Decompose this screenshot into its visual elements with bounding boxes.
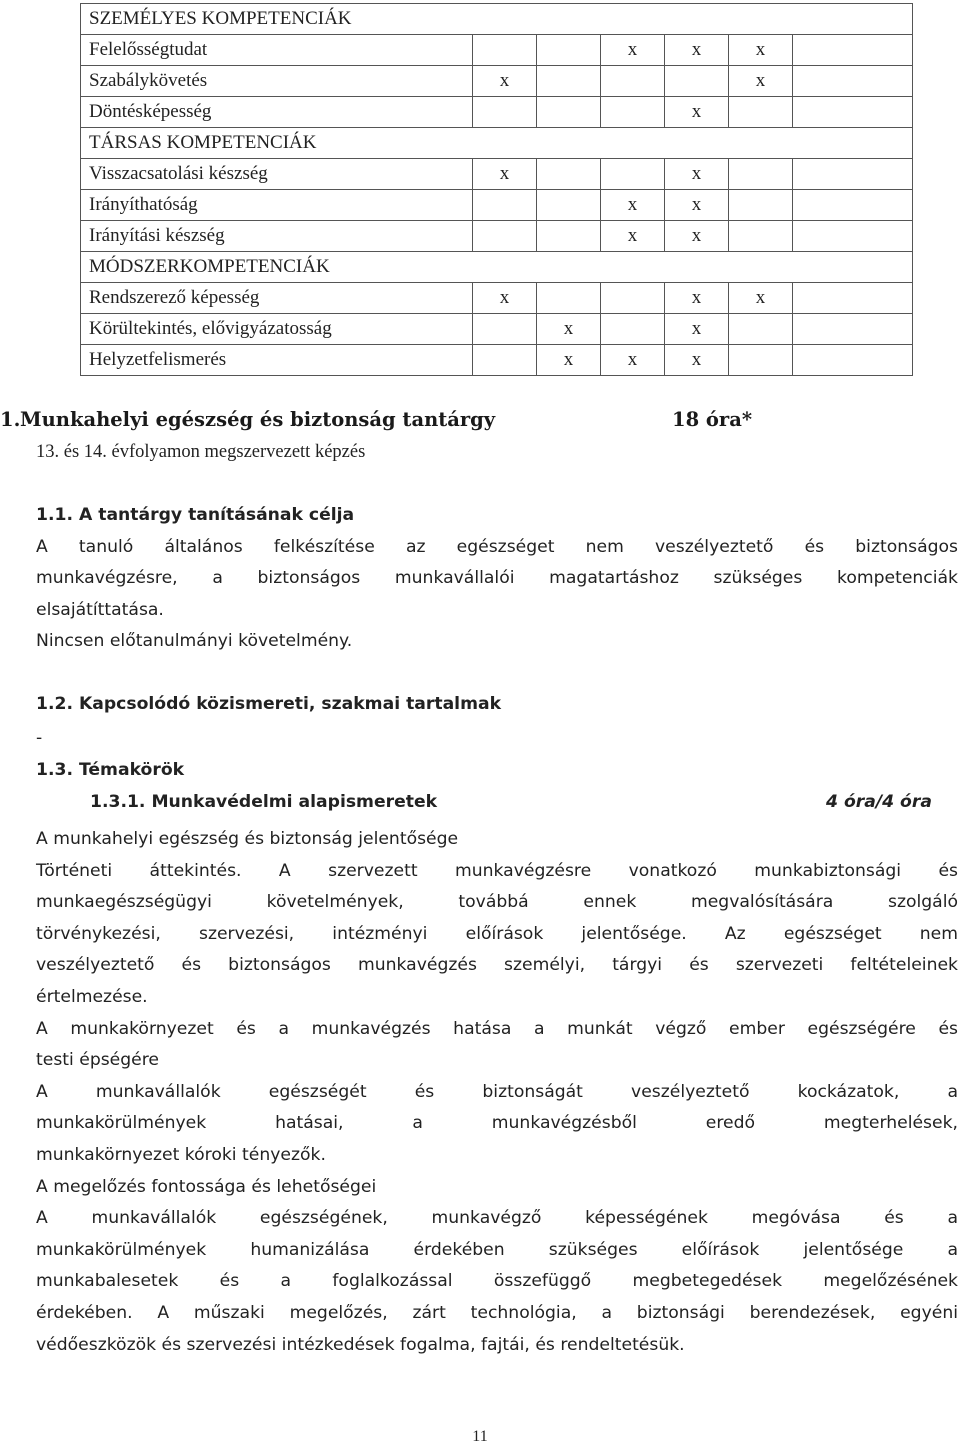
table-row (81, 283, 913, 314)
section-1-2-content: - (36, 728, 43, 748)
section-heading: 1.1. A tantárgy tanításának célja (36, 505, 355, 525)
empty-cell (793, 66, 913, 97)
text-line: veszélyeztető és biztonságos munkavégzés személyi, tárgyi és szervezeti feltételeinek (36, 955, 958, 976)
competency-label: Irányítási készség (81, 221, 473, 252)
text-line: munkaegészségügyi követelmények, továbbá ennek megvalósítására szolgáló (36, 892, 958, 913)
competency-group-label: MÓDSZERKOMPETENCIÁK (81, 252, 913, 283)
subject-subtitle: 13. és 14. évfolyamon megszervezett képzés (36, 442, 366, 462)
subject-hours: 18 óra* (672, 408, 753, 431)
section-1-3-heading: 1.3. Témakörök (36, 760, 185, 780)
mark-cell (537, 221, 601, 252)
mark-cell (601, 97, 665, 128)
mark-cell: x (537, 345, 601, 376)
mark-cell (665, 66, 729, 97)
mark-cell (729, 190, 793, 221)
text-line: A tanuló általános felkészítése az egészséget nem veszélyeztető és biztonságos (36, 536, 958, 557)
mark-cell: x (665, 159, 729, 190)
mark-cell (601, 283, 665, 314)
mark-cell: x (665, 190, 729, 221)
table-row (81, 221, 913, 252)
table-row (81, 159, 913, 190)
competency-table (80, 3, 913, 376)
competency-table-body (81, 4, 913, 376)
mark-cell: x (601, 221, 665, 252)
mark-cell (473, 97, 537, 128)
mark-cell: x (665, 314, 729, 345)
mark-cell (537, 35, 601, 66)
mark-cell: x (665, 345, 729, 376)
mark-cell (729, 97, 793, 128)
mark-cell (601, 314, 665, 345)
subject-number: 1. (0, 408, 21, 431)
competency-label: Körültekintés, elővigyázatosság (81, 314, 473, 345)
text-line: érdekében. A műszaki megelőzés, zárt technológia, a biztonsági berendezések, egyéni (36, 1302, 958, 1323)
text-line: értelmezése. (36, 986, 148, 1007)
competency-label: Helyzetfelismerés (81, 345, 473, 376)
text-line: testi épségére (36, 1050, 160, 1071)
mark-cell: x (729, 35, 793, 66)
mark-cell (473, 221, 537, 252)
competency-label: Irányíthatóság (81, 190, 473, 221)
mark-cell: x (729, 283, 793, 314)
section-1-3-1-hours: 4 óra/4 óra (826, 792, 932, 812)
empty-cell (793, 190, 913, 221)
text-line: A munkavállalók egészségét és biztonságát veszélyeztető kockázatok, a (36, 1081, 958, 1102)
mark-cell: x (665, 283, 729, 314)
mark-cell (729, 159, 793, 190)
table-row (81, 190, 913, 221)
empty-cell (793, 97, 913, 128)
section-1-2-heading: 1.2. Kapcsolódó közismereti, szakmai tartalmak (36, 694, 502, 714)
mark-cell (473, 345, 537, 376)
text-line: A megelőzés fontossága és lehetőségei (36, 1176, 377, 1197)
mark-cell (729, 221, 793, 252)
text-line: védőeszközök és szervezési intézkedések fogalma, fajtái, és rendeltetésük. (36, 1334, 685, 1355)
empty-cell (793, 283, 913, 314)
mark-cell: x (601, 190, 665, 221)
empty-cell (793, 159, 913, 190)
mark-cell: x (665, 221, 729, 252)
empty-cell (793, 221, 913, 252)
mark-cell: x (601, 35, 665, 66)
mark-cell (729, 345, 793, 376)
text-line: elsajátíttatása. (36, 599, 164, 620)
competency-group-label: TÁRSAS KOMPETENCIÁK (81, 128, 913, 159)
mark-cell: x (473, 283, 537, 314)
mark-cell (601, 159, 665, 190)
mark-cell: x (665, 97, 729, 128)
text-line: munkakörülmények hatásai, a munkavégzésből eredő megterhelések, (36, 1113, 958, 1134)
mark-cell: x (665, 35, 729, 66)
text-line: Történeti áttekintés. A szervezett munkavégzésre vonatkozó munkabiztonsági és (36, 860, 958, 881)
mark-cell (537, 66, 601, 97)
table-row (81, 4, 913, 35)
mark-cell (473, 190, 537, 221)
mark-cell: x (601, 345, 665, 376)
competency-label: Visszacsatolási készség (81, 159, 473, 190)
table-row (81, 252, 913, 283)
mark-cell: x (473, 159, 537, 190)
section-1-3-1-heading: 1.3.1. Munkavédelmi alapismeretek (90, 792, 438, 812)
table-row (81, 345, 913, 376)
text-line: A munkavállalók egészségének, munkavégző képességének megóvása és a (36, 1208, 958, 1229)
table-row (81, 97, 913, 128)
section-1-3-1-body (36, 824, 958, 1361)
mark-cell: x (729, 66, 793, 97)
text-line: A munkahelyi egészség és biztonság jelentősége (36, 829, 459, 849)
text-line: törvénykezési, szervezési, intézményi előírások jelentősége. Az egészséget nem (36, 923, 958, 944)
subject-title: Munkahelyi egészség és biztonság tantárgy (20, 408, 496, 431)
text-line: munkakörnyezet kóroki tényezők. (36, 1144, 326, 1165)
text-line: munkakörülmények humanizálása érdekében szükséges előírások jelentősége a (36, 1239, 958, 1260)
mark-cell (537, 97, 601, 128)
page-number: 11 (472, 1428, 488, 1445)
text-line: munkavégzésre, a biztonságos munkavállalói magatartáshoz szükséges kompetenciák (36, 568, 958, 589)
mark-cell (537, 190, 601, 221)
text-line: Nincsen előtanulmányi követelmény. (36, 631, 353, 652)
table-row (81, 35, 913, 66)
competency-label: Rendszerező képesség (81, 283, 473, 314)
mark-cell: x (473, 66, 537, 97)
mark-cell: x (537, 314, 601, 345)
table-row (81, 66, 913, 97)
mark-cell (729, 314, 793, 345)
competency-group-label: SZEMÉLYES KOMPETENCIÁK (81, 4, 913, 35)
text-line: A munkakörnyezet és a munkavégzés hatása a munkát végző ember egészségére és (36, 1018, 958, 1039)
competency-label: Felelősségtudat (81, 35, 473, 66)
section-1-1 (36, 500, 958, 658)
text-line: munkabalesetek és a foglalkozással összefüggő megbetegedések megelőzésének (36, 1271, 958, 1292)
empty-cell (793, 345, 913, 376)
empty-cell (793, 314, 913, 345)
mark-cell (537, 283, 601, 314)
competency-label: Szabálykövetés (81, 66, 473, 97)
table-row (81, 128, 913, 159)
mark-cell (473, 35, 537, 66)
mark-cell (537, 159, 601, 190)
table-row (81, 314, 913, 345)
mark-cell (601, 66, 665, 97)
competency-label: Döntésképesség (81, 97, 473, 128)
mark-cell (473, 314, 537, 345)
empty-cell (793, 35, 913, 66)
